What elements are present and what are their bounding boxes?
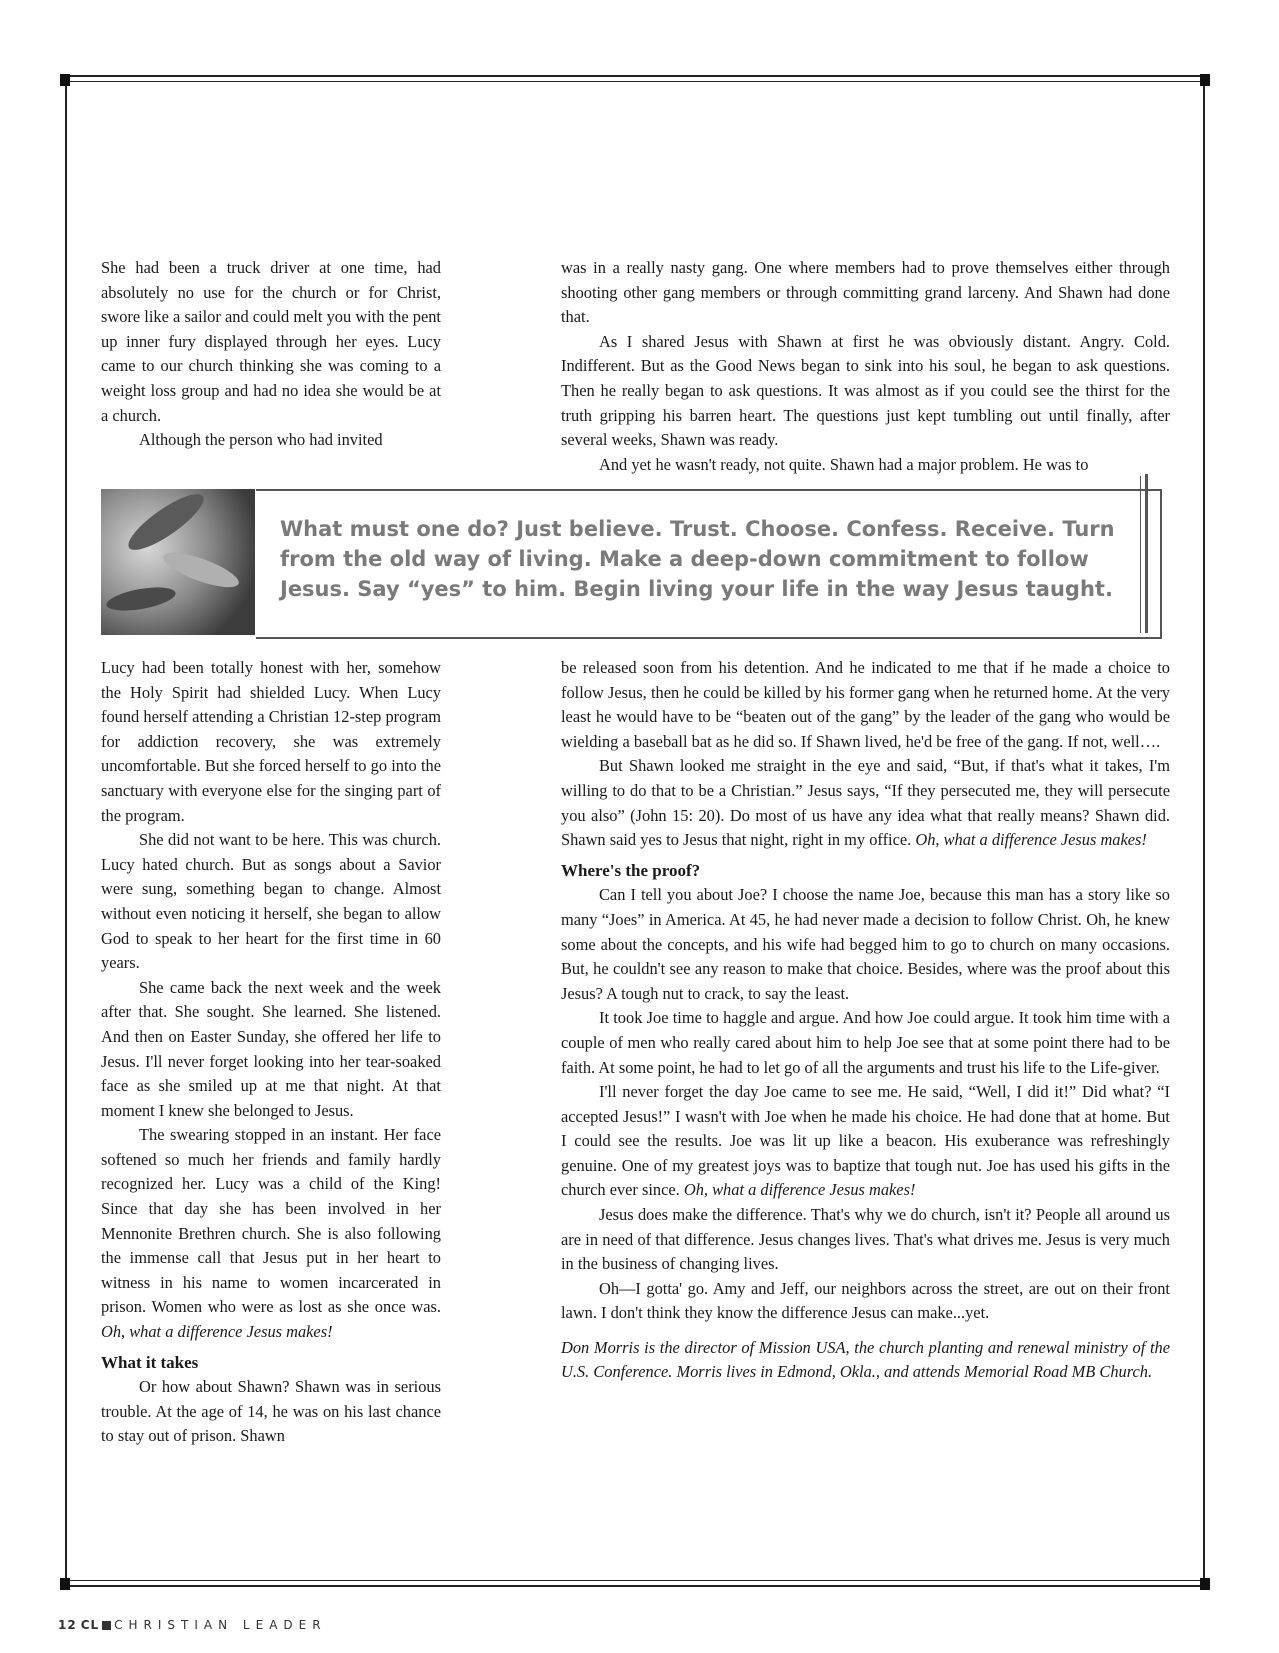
section-heading: Where's the proof? bbox=[561, 860, 701, 880]
corner-mark bbox=[60, 74, 70, 86]
paragraph: Lucy had been totally honest with her, somehow the Holy Spirit had shielded Lucy. When Lucy found herself attending a Christian 12-step program for addiction recovery, she was extremely uncomfortable. But she forced herself to go into the sanctuary with everyone else for the singing part of the program. bbox=[101, 658, 441, 825]
paragraph: Although the person who had invited bbox=[139, 430, 383, 450]
pull-quote-text: What must one do? Just believe. Trust. Choose. Confess. Receive. Turn from the old way of living. Make a deep-down commitment to follow Jesus. Say “yes” to him. Begin living your life in the way Jesus taught. bbox=[280, 517, 1115, 601]
column-right-top bbox=[561, 256, 1170, 477]
paragraph-text: I'll never forget the day Joe came to see me. He said, “Well, I did it!” Did what? “I accepted Jesus!” I wasn't with Joe when he made his choice. He had done that at home. But I could see the results. Joe was lit up like a beacon. His exuberance was refreshingly genuine. One of my greatest joys was to baptize that tough nut. Joe has used his gifts in the church ever since. bbox=[561, 1082, 1170, 1200]
frame-bottom-rule-inner bbox=[61, 1580, 1209, 1581]
refrain-italic: Oh, what a difference Jesus makes! bbox=[101, 1322, 333, 1342]
paragraph bbox=[561, 1080, 1170, 1203]
paragraph-text: But Shawn looked me straight in the eye and said, “But, if that's what it takes, I'm willing to do that to be a Christian.” Jesus says, “If they persecuted me, they will persecute you also” (John 15: 20). Do most of us have any idea what that really means? Shawn did. Shawn said yes to Jesus that night, right in my office. bbox=[561, 756, 1170, 850]
paragraph: It took Joe time to haggle and argue. And how Joe could argue. It took him time with a couple of men who really cared about him to help Joe see that at some point there had to be faith. At some point, he had to let go of all the arguments and trust his life to the Life-giver. bbox=[561, 1008, 1170, 1077]
footer-cl-mark: CL bbox=[80, 1618, 100, 1632]
page-number: 12 bbox=[58, 1618, 77, 1632]
frame-top-rule-inner bbox=[61, 81, 1209, 82]
column-left-top bbox=[101, 256, 441, 453]
column-right-bottom bbox=[561, 656, 1170, 1384]
paragraph: Or how about Shawn? Shawn was in serious trouble. At the age of 14, he was on his last chance to stay out of prison. Shawn bbox=[101, 1377, 441, 1446]
corner-mark bbox=[1200, 1578, 1210, 1590]
page-footer bbox=[58, 1618, 327, 1632]
paragraph: was in a really nasty gang. One where members had to prove themselves either through shooting other gang members or through committing grand larceny. And Shawn had done that. bbox=[561, 258, 1170, 327]
pull-quote-rule bbox=[1145, 474, 1148, 633]
paragraph: She came back the next week and the week after that. She sought. She learned. She listened. And then on Easter Sunday, she offered her life to Jesus. I'll never forget looking into her tear-soaked face as she smiled up at me that night. At that moment I knew she belonged to Jesus. bbox=[101, 977, 441, 1120]
column-left-bottom bbox=[101, 656, 441, 1449]
frame-right-rule bbox=[1203, 75, 1205, 1587]
frame-bottom-rule bbox=[61, 1585, 1209, 1587]
paragraph: Can I tell you about Joe? I choose the name Joe, because this man has a story like so many “Joes” in America. At 45, he had never made a decision to follow Christ. Oh, he knew some about the concepts, and his wife had begged him to go to church on many occasions. But, he couldn't see any reason to make that choice. Besides, where was the proof about this Jesus? A tough nut to crack, to say the least. bbox=[561, 885, 1170, 1003]
author-byline: Don Morris is the director of Mission USA, the church planting and renewal ministry of the U.S. Conference. Morris lives in Edmond, Okla., and attends Memorial Road MB Church. bbox=[561, 1338, 1170, 1382]
paragraph: And yet he wasn't ready, not quite. Shawn had a major problem. He was to bbox=[599, 454, 1089, 474]
corner-mark bbox=[60, 1578, 70, 1590]
corner-mark bbox=[1200, 74, 1210, 86]
paragraph bbox=[101, 1123, 441, 1344]
square-bullet-icon bbox=[102, 1621, 111, 1630]
paragraph: Jesus does make the difference. That's why we do church, isn't it? People all around us are in need of that difference. Jesus changes lives. That's what drives me. Jesus is very much in the business of changing lives. bbox=[561, 1205, 1170, 1274]
pull-quote-photo bbox=[101, 489, 255, 635]
paragraph: be released soon from his detention. And he indicated to me that if he made a choice to follow Jesus, then he could be killed by his former gang when he returned home. At the very least he would have to be “beaten out of the gang” by the leader of the gang who would be wielding a baseball bat as he did so. If Shawn lived, he'd be free of the gang. If not, well…. bbox=[561, 658, 1170, 751]
paragraph-text: The swearing stopped in an instant. Her face softened so much her friends and family hardly recognized her. Lucy was a child of the King! Since that day she has been involved in her Mennonite Brethren church. She is also following the immense call that Jesus put in her heart to witness in his name to women incarcerated in prison. Women who were as lost as she once was. bbox=[101, 1125, 441, 1317]
section-heading: What it takes bbox=[101, 1352, 199, 1372]
paragraph: She had been a truck driver at one time, had absolutely no use for the church or for Christ, swore like a sailor and could melt you with the pent up inner fury displayed through her eyes. Lucy came to our church thinking she was coming to a weight loss group and had no idea she would be at a church. bbox=[101, 258, 441, 425]
refrain-italic: Oh, what a difference Jesus makes! bbox=[683, 1180, 916, 1200]
refrain-italic: Oh, what a difference Jesus makes! bbox=[915, 830, 1147, 850]
frame-top-rule bbox=[61, 75, 1209, 77]
paragraph bbox=[561, 754, 1170, 852]
magazine-name: CHRISTIAN LEADER bbox=[114, 1618, 327, 1632]
paragraph: She did not want to be here. This was church. Lucy hated church. But as songs about a Savior were sung, something began to change. Almost without even noticing it herself, she began to allow God to speak to her heart for the first time in 60 years. bbox=[101, 830, 441, 973]
pull-quote-rule bbox=[1140, 476, 1141, 633]
paragraph: As I shared Jesus with Shawn at first he was obviously distant. Angry. Cold. Indifferent. But as the Good News began to sink into his soul, he began to ask questions. Then he really began to ask questions. It was almost as if you could see the thirst for the truth gripping his barren heart. The questions just kept tumbling out until finally, after several weeks, Shawn was ready. bbox=[561, 331, 1170, 450]
paragraph: Oh—I gotta' go. Amy and Jeff, our neighbors across the street, are out on their front lawn. I don't think they know the difference Jesus can make...yet. bbox=[561, 1278, 1170, 1323]
frame-left-rule bbox=[65, 75, 67, 1587]
